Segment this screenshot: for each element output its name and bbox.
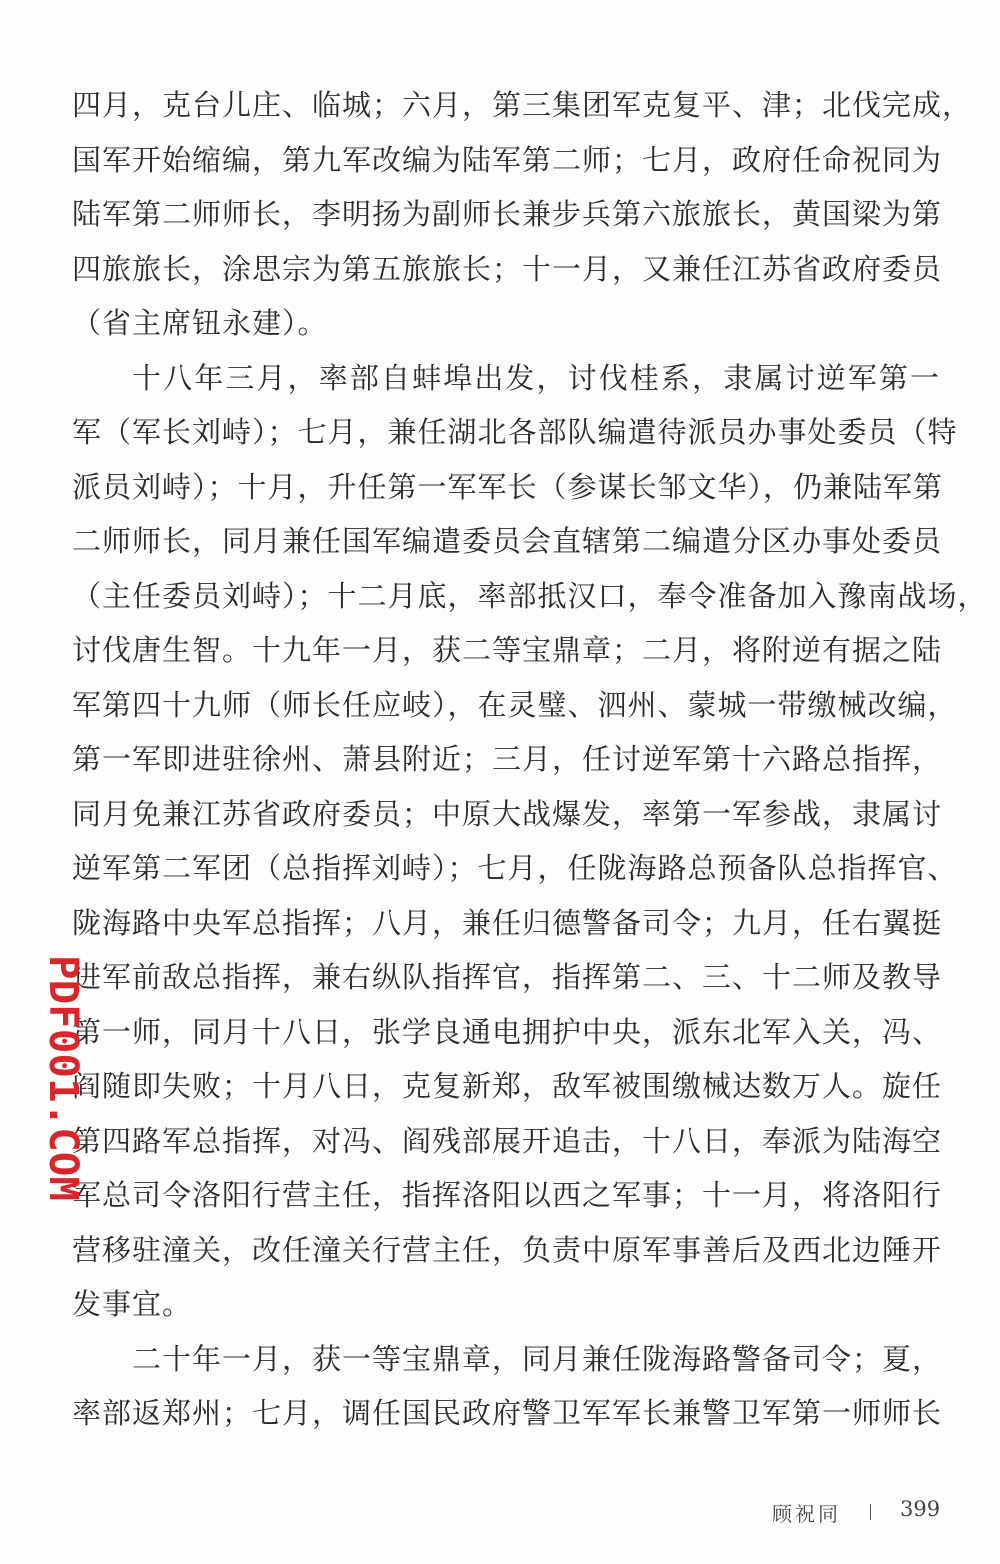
text-line: （主任委员刘峙）；十二月底，率部抵汉口，奉令准备加入豫南战场， xyxy=(72,578,988,613)
running-head: 顾祝同 xyxy=(772,1502,841,1526)
text-line: 派员刘峙）；十月，升任第一军军长（参谋长邹文华），仍兼陆军第 xyxy=(72,469,944,504)
text-line: 逆军第二军团（总指挥刘峙）；七月，任陇海路总预备队总指挥官、 xyxy=(72,851,958,885)
text-line: 二师师长，同月兼任国军编遣委员会直辖第二编遣分区办事处委员 xyxy=(72,524,943,558)
text-line: 营移驻潼关，改任潼关行营主任，负责中原军事善后及西北边陲开 xyxy=(72,1232,943,1267)
watermark-logo xyxy=(6,955,86,1205)
paragraph-start-line: 十八年三月，率部自蚌埠出发，讨伐桂系，隶属讨逆军第一 xyxy=(132,360,940,395)
text-line: 陇海路中央军总指挥；八月，兼任归德警备司令；九月，任右翼挺 xyxy=(72,905,943,940)
text-line: 阎随即失败；十月八日，克复新郑，敌军被围缴械达数万人。旋任 xyxy=(72,1069,943,1103)
text-line: 发事宜。 xyxy=(72,1287,193,1321)
paragraph-start-line: 二十年一月，获一等宝鼎章，同月兼任陇海路警备司令；夏， xyxy=(132,1341,943,1376)
text-line: 四旅旅长，涂思宗为第五旅旅长；十一月，又兼任江苏省政府委员 xyxy=(72,251,943,286)
text-line: 陆军第二师师长，李明扬为副师长兼步兵第六旅旅长，黄国梁为第 xyxy=(72,197,943,231)
page-number: 399 xyxy=(900,1497,941,1521)
watermark-svg xyxy=(6,955,86,1205)
footer-divider xyxy=(870,1504,871,1520)
page-footer xyxy=(760,1496,950,1528)
text-line: 同月免兼江苏省政府委员；中原大战爆发，率第一军参战，隶属讨 xyxy=(72,796,943,831)
text-line: 第四路军总指挥，对冯、阎残部展开追击，十八日，奉派为陆海空 xyxy=(72,1123,943,1158)
body-text xyxy=(72,78,988,1441)
text-line: 第一军即进驻徐州、萧县附近；三月，任讨逆军第十六路总指挥， xyxy=(72,742,943,776)
text-line: 进军前敌总指挥，兼右纵队指挥官，指挥第二、三、十二师及教导 xyxy=(72,960,943,994)
watermark-text: PDF001.COM xyxy=(40,955,86,1196)
text-line: 军总司令洛阳行营主任，指挥洛阳以西之军事；十一月，将洛阳行 xyxy=(72,1178,943,1212)
text-line: 国军开始缩编，第九军改编为陆军第二师；七月，政府任命祝同为 xyxy=(72,142,943,177)
text-line: 军（军长刘峙）；七月，兼任湖北各部队编遣待派员办事处委员（特 xyxy=(72,415,958,449)
text-line: 率部返郑州；七月，调任国民政府警卫军军长兼警卫军第一师师长 xyxy=(72,1396,943,1430)
text-line: 讨伐唐生智。十九年一月，获二等宝鼎章；二月，将附逆有据之陆 xyxy=(72,633,943,667)
text-line: （省主席钮永建）。 xyxy=(72,306,328,340)
text-line: 四月，克台儿庄、临城；六月，第三集团军克复平、津；北伐完成， xyxy=(72,88,973,122)
text-line: 第一师，同月十八日，张学良通电拥护中央，派东北军入关，冯、 xyxy=(72,1014,943,1049)
text-line: 军第四十九师（师长任应岐），在灵璧、泗州、蒙城一带缴械改编， xyxy=(72,687,958,722)
